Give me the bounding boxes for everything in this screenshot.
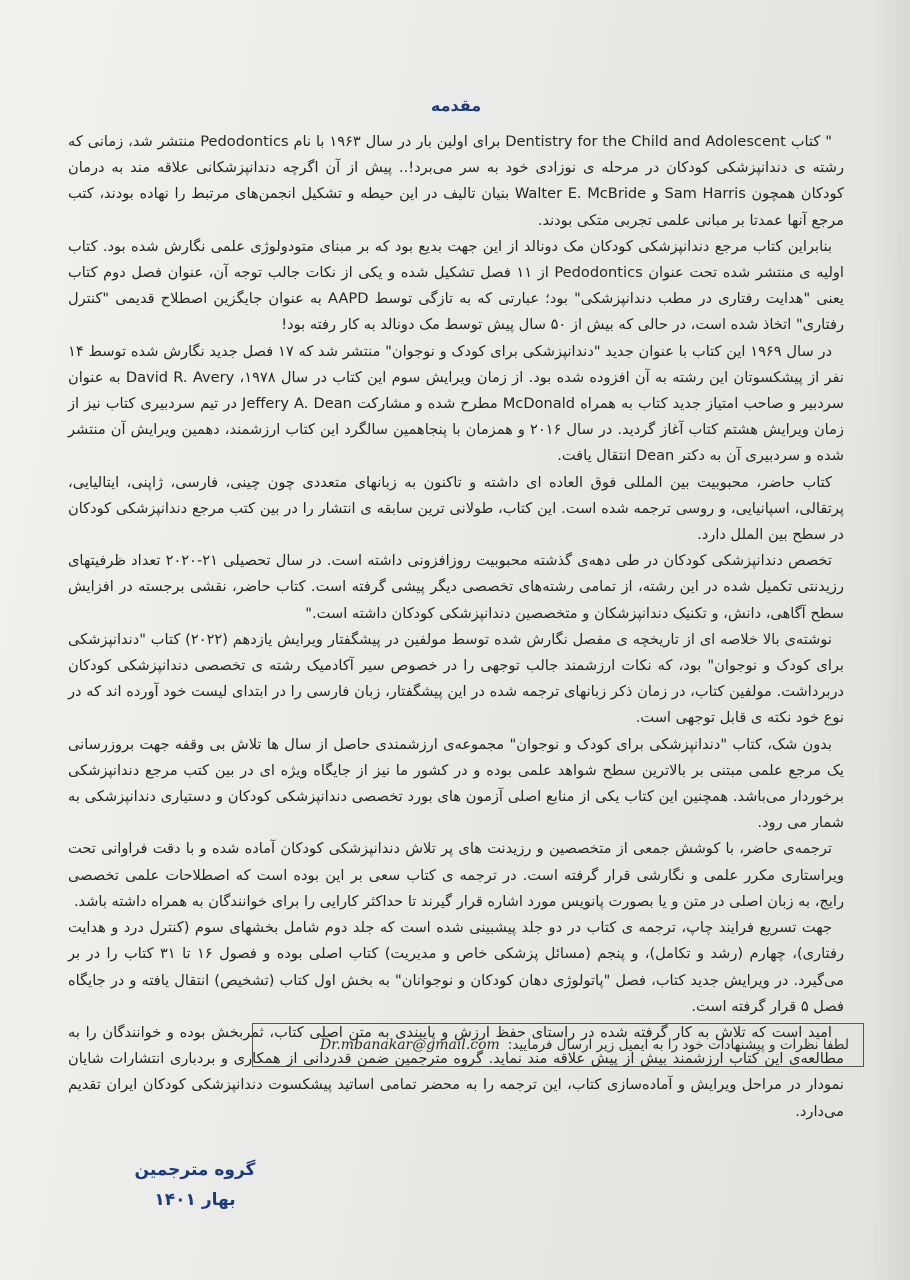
paragraph-8: ترجمه‌ی حاضر، با کوشش جمعی از متخصصین و رزیدنت های پر تلاش دندانپزشکی کودکان آماده شده و با دقت فراوانی تحت ویراستاری مکرر علمی و نگارشی قرار گرفته است. در ترجمه ی کتاب سعی بر این بوده است که اصطلاحات علمی تخصصی رایج، به زبان اصلی در متن و یا بصورت پانویس مورد اشاره قرار گیرند تا حداکثر کارایی را برای خوانندگان به همراه داشته باشد.	[68, 840, 844, 910]
signature-group: گروه مترجمین	[134, 1160, 256, 1180]
page-title: مقدمه	[430, 96, 482, 115]
preface-body	[68, 96, 844, 1125]
paragraph-9: جهت تسریع فرایند چاپ، ترجمه ی کتاب در دو جلد پیشبینی شده است که جلد دوم شامل بخشهای سوم (کنترل درد و هدایت رفتاری)، چهارم (رشد و تکامل)، و پنجم (مسائل پزشکی خاص و مدیریت) کتاب اصلی بوده و فصول ۱۶ تا ۳۱ کتاب را در بر می‌گیرد. در ویرایش جدید کتاب، فصل "پاتولوژی دهان کودکان و نوجوانان" به بخش اول کتاب (تشخیص) انتقال یافته و در جایگاه فصل ۵ قرار گرفته است.	[68, 919, 844, 1015]
signature-date: بهار ۱۴۰۱	[154, 1190, 236, 1210]
paragraph-4: کتاب حاضر، محبوبیت بین المللی فوق العاده ای داشته و تاکنون به زبانهای متعددی چون چینی، فارسی، ژاپنی، ایتالیایی، پرتقالی، اسپانیایی، و روسی ترجمه شده است. این کتاب، طولانی ترین سابقه ی انتشار را در بین کتب مرجع دندانپزشکی کودکان در سطح بین الملل دارد.	[68, 473, 844, 544]
email-address-link[interactable]: Dr.mbanakar@gmail.com	[319, 1037, 500, 1053]
email-note-text: لطفا نظرات و پیشنهادات خود را به ایمیل زیر ارسال فرمایید:	[507, 1037, 849, 1053]
paragraph-5: تخصص دندانپزشکی کودکان در طی دهه‌ی گذشته محبوبیت روزافزونی داشته است. در سال تحصیلی ۲۱-۲۰۲۰ تعداد ظرفیتهای رزیدنتی تکمیل شده در این رشته، از تمامی رشته‌های تخصصی دیگر پیشی گرفته است. کتاب حاضر، نقشی برجسته در افزایش سطح آگاهی، دانش، و تکنیک دندانپزشکان و متخصصین دندانپزشکی کودکان داشته است."	[68, 552, 844, 622]
paragraph-1: " کتاب Dentistry for the Child and Adolescent برای اولین بار در سال ۱۹۶۳ با نام Pedodontics منتشر شد، زمانی که رشته ی دندانپزشکی کودکان در مرحله ی نوزادی خود به سر می‌برد!.. پیش از آن اگرچه دندانپزشکانی علاقه مند به درمان کودکان همچون Sam Harris و Walter E. McBride بنیان تالیف در این حیطه و تشکیل انجمن‌های مرتبط را نهاده بودند، کتب مرجع آنها عمدتا بر مبانی علمی تجربی متکی بودند.	[68, 133, 844, 229]
paragraph-3: در سال ۱۹۶۹ این کتاب با عنوان جدید "دندانپزشکی برای کودک و نوجوان" منتشر شد که ۱۷ فصل جدید نگارش شده توسط ۱۴ نفر از پیشکسوتان این رشته به آن افزوده شده بود. از زمان ویرایش سوم این کتاب در سال ۱۹۷۸، David R. Avery به عنوان سردبیر و صاحب امتیاز جدید کتاب به همراه McDonald مطرح شده و مشارکت Jeffery A. Dean در تیم سردبیری کتاب نیز از زمان ویرایش هشتم کتاب آغاز گردید. در سال ۲۰۱۶ و همزمان با پنجاهمین سالگرد این کتاب ارزشمند، دهمین ویرایش آن منتشر شده و سردبیری آن به دکتر Dean انتقال یافت.	[68, 342, 844, 465]
feedback-email-box	[252, 1023, 864, 1067]
translators-signature	[130, 1155, 260, 1215]
paragraph-7: بدون شک، کتاب "دندانپزشکی برای کودک و نوجوان" مجموعه‌ی ارزشمندی حاصل از سال ها تلاش بی وقفه جهت بروزرسانی یک مرجع علمی مبتنی بر بالاترین سطح شواهد علمی بوده و در کشور ما نیز از جایگاه ویژه ای در بین کتب مرجع دندانپزشکی برخوردار می‌باشد. همچنین این کتاب یکی از منابع اصلی آزمون های بورد تخصصی دندانپزشکی کودکان و دستیاری دندانپزشکی به شمار می رود.	[68, 735, 844, 832]
paragraph-6: نوشته‌ی بالا خلاصه ای از تاریخچه ی مفصل نگارش شده توسط مولفین در پیشگفتار ویرایش یازدهم (۲۰۲۲) کتاب "دندانپزشکی برای کودک و نوجوان" بود، که نکات ارزشمند جالب توجهی را در خصوص سیر آکادمیک رشته ی تخصصی دندانپزشکی کودکان دربرداشت. مولفین کتاب، در زمان ذکر زبانهای ترجمه شده در این پیشگفتار، زبان فارسی را در ابتدای لیست خود آورده اند که در نوع خود نکته ی قابل توجهی است.	[68, 630, 844, 727]
paragraph-2: بنابراین کتاب مرجع دندانپزشکی کودکان مک دونالد از این جهت بدیع بود که بر مبنای متودولوژی علمی نگارش شده بود. کتاب اولیه ی منتشر شده تحت عنوان Pedodontics از ۱۱ فصل تشکیل شده و یکی از نکات جالب توجه آن، عنوان فصل دوم کتاب یعنی "هدایت رفتاری در مطب دندانپزشکی" بود؛ عبارتی که به تازگی توسط AAPD به عنوان جایگزین اصطلاح قدیمی "کنترل رفتاری" اتخاذ شده است، در حالی که بیش از ۵۰ سال پیش توسط مک دونالد به کار رفته بود!	[68, 237, 844, 334]
paragraph-10: امید است که تلاش به کار گرفته شده در راستای حفظ ارزش و پایبندی به متن اصلی کتاب، ثمربخش بوده و خوانندگان را به مطالعه‌ی این کتاب ارزشمند بیش از پیش علاقه مند نماید. گروه مترجمین ضمن قدردانی از همکاری و بردباری انتشارات شایان نمودار در مراحل ویرایش و آماده‌سازی کتاب، این ترجمه را به محضر تمامی اساتید پیشکسوت دندانپزشکی کودکان ایران تقدیم می‌دارد.	[68, 1023, 844, 1120]
